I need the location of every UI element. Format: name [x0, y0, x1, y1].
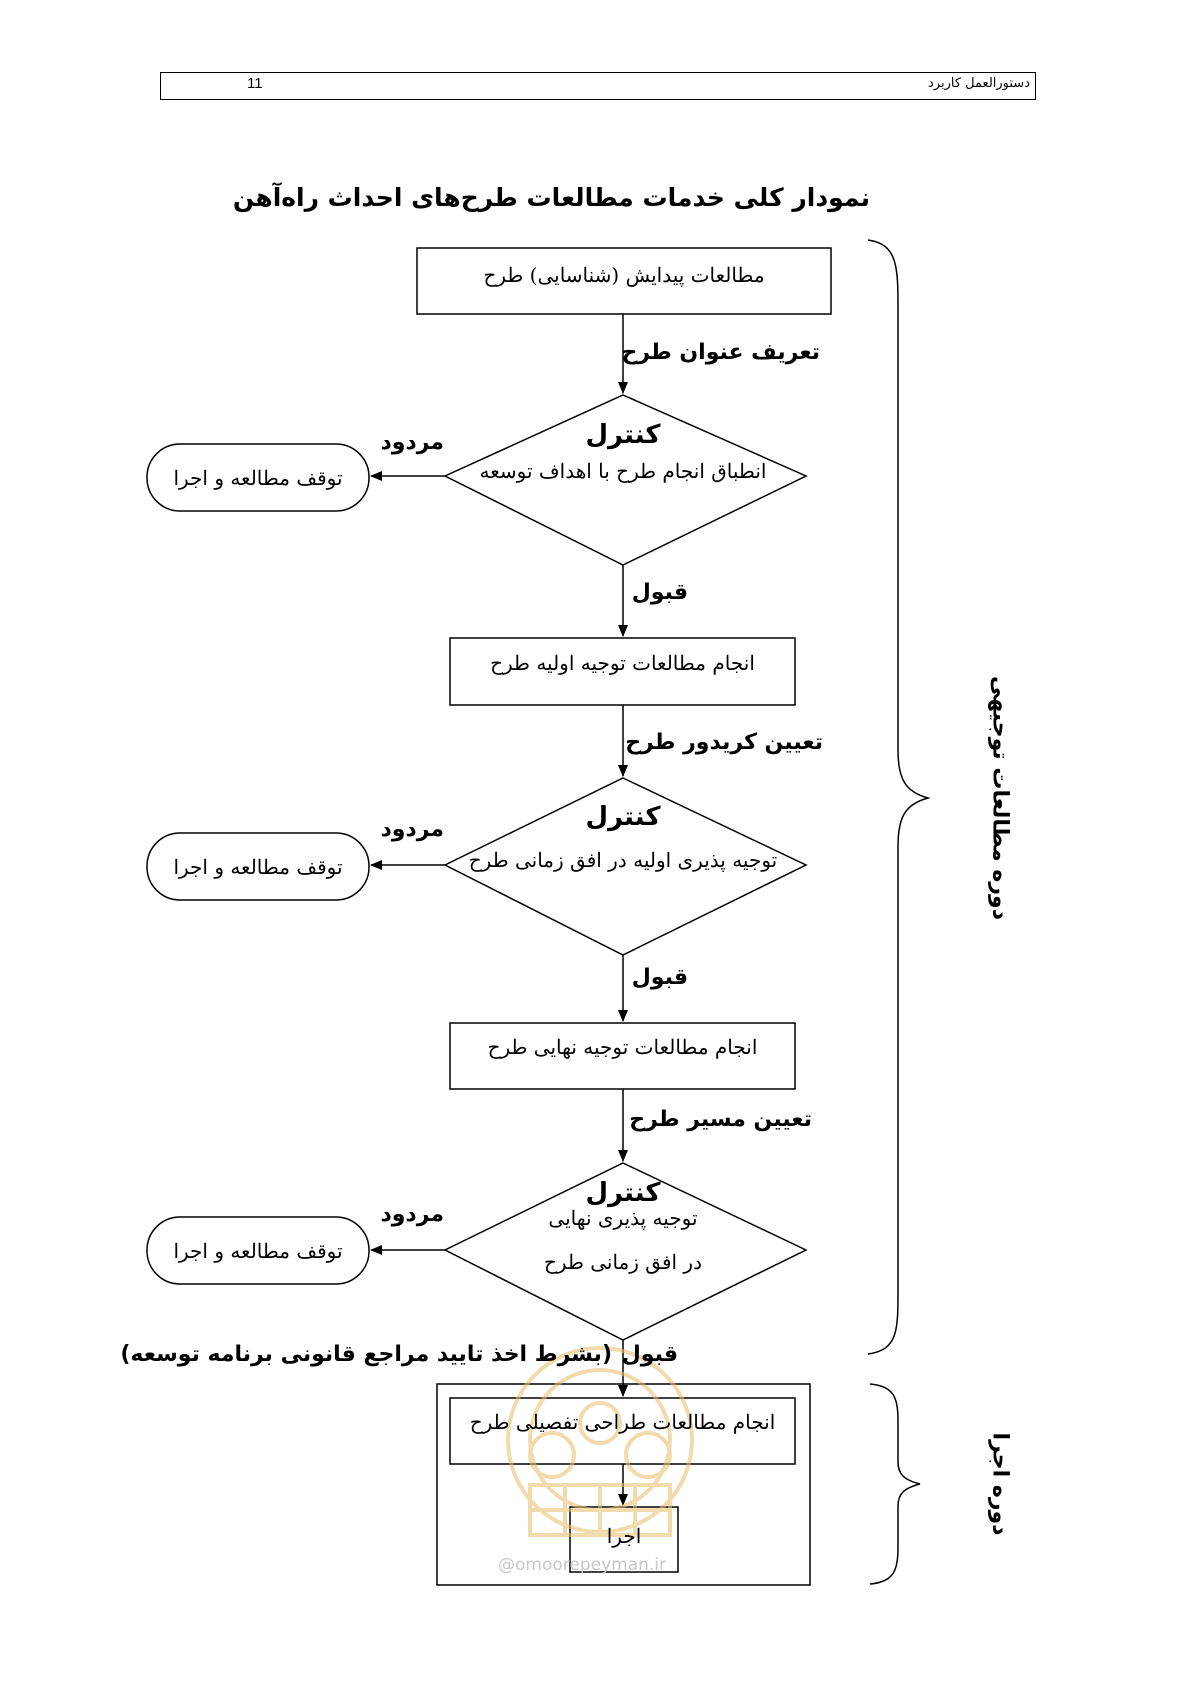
- diagram-title: نمودار کلی خدمات مطالعات طرح‌های احداث راه‌آهن: [232, 183, 870, 212]
- decision-3-text-line2: در افق زمانی طرح: [544, 1250, 702, 1274]
- edge-label-accept-1: قبول: [631, 580, 688, 605]
- edge-label-define-title: تعریف عنوان طرح: [621, 340, 820, 365]
- step-text-detailed: انجام مطالعات طراحی تفصیلی طرح: [469, 1410, 776, 1434]
- decision-2-text: توجیه پذیری اولیه در افق زمانی طرح: [468, 848, 778, 872]
- stop-text-2: توقف مطالعه و اجرا: [173, 855, 343, 879]
- step-text-execution: اجرا: [606, 1524, 642, 1548]
- header-page-number: 11: [247, 75, 263, 92]
- edge-label-reject-3: مردود: [380, 1202, 444, 1227]
- edge-label-accept-3: قبول: [621, 1342, 678, 1367]
- stop-text-3: توقف مطالعه و اجرا: [173, 1239, 343, 1263]
- decision-3-text-line1: توجیه پذیری نهایی: [548, 1206, 698, 1230]
- edge-label-define-route: تعیین مسیر طرح: [629, 1107, 812, 1132]
- edge-label-accept-condition: (بشرط اخذ تایید مراجع قانونی برنامه توسعه): [120, 1342, 612, 1367]
- decision-1-control-label: کنترل: [585, 420, 661, 450]
- decision-3-control-label: کنترل: [585, 1178, 661, 1208]
- step-text-identification: مطالعات پیدایش (شناسایی) طرح: [483, 263, 765, 287]
- brace-feasibility-phase: [868, 240, 928, 1354]
- edge-label-accept-2: قبول: [631, 965, 688, 990]
- edge-label-reject-2: مردود: [380, 817, 444, 842]
- decision-2-control-label: کنترل: [585, 802, 661, 832]
- edge-label-define-corridor: تعیین کریدور طرح: [625, 730, 823, 755]
- decision-1-text: انطباق انجام طرح با اهداف توسعه: [479, 459, 767, 483]
- brace-execution-phase: [870, 1384, 920, 1584]
- phase-label-feasibility: دوره مطالعات توجیهی: [987, 676, 1013, 920]
- step-text-final: انجام مطالعات توجیه نهایی طرح: [487, 1035, 758, 1059]
- watermark-text: @omoorepeyman.ir: [498, 1555, 667, 1575]
- step-text-preliminary: انجام مطالعات توجیه اولیه طرح: [490, 651, 755, 675]
- edge-label-reject-1: مردود: [380, 430, 444, 455]
- header-document-title: دستورالعمل کاربرد: [928, 76, 1030, 91]
- phase-label-execution: دوره اجرا: [987, 1432, 1013, 1536]
- stop-text-1: توقف مطالعه و اجرا: [173, 466, 343, 490]
